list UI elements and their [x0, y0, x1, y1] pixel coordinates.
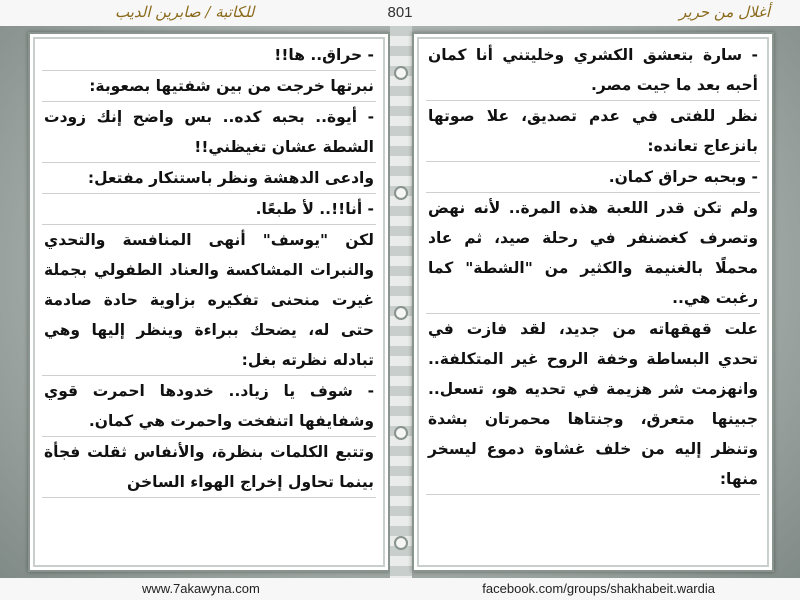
paragraph: وتتبع الكلمات بنظرة، والأنفاس ثقلت فجأة بينما تحاول إخراج الهواء الساخن	[42, 437, 376, 498]
paragraph: علت قهقهاته من جديد، لقد فازت في تحدي البساطة وخفة الروح غير المتكلفة.. وانهزمت شر هزيمة في تحديه هو، تسعل.. جبينها متعرق، وجنتاها محمرتان بشدة وتنظر إليه من خلف غشاوة دموع ليسخر منها:	[426, 314, 760, 495]
paragraph: - سارة بتعشق الكشري وخليتني أنا كمان أحبه بعد ما جيت مصر.	[426, 40, 760, 101]
paragraph: ولم تكن قدر اللعبة هذه المرة.. لأنه نهض وتصرف كغضنفر في رحلة صيد، ثم عاد محملًا بالغنيمة والكثير من "الشطة" كما رغبت هي..	[426, 193, 760, 314]
paragraph: - شوف يا زياد.. خدودها احمرت قوي وشفايفها اتنفخت واحمرت هي كمان.	[42, 376, 376, 437]
paragraph: - أيوة.. بحبه كده.. بس واضح إنك زودت الشطة عشان تغيظني!!	[42, 102, 376, 163]
binding-ring	[394, 536, 408, 550]
paragraph: نبرتها خرجت من بين شفتيها بصعوبة:	[42, 71, 376, 102]
binding-ring	[394, 426, 408, 440]
paragraph: وادعى الدهشة ونظر باستنكار مفتعل:	[42, 163, 376, 194]
paragraph: - أنا!!.. لأ طبعًا.	[42, 194, 376, 225]
paragraph: - حراق.. ها!!	[42, 40, 376, 71]
website-link[interactable]: www.7akawyna.com	[142, 581, 260, 596]
page-number: 801	[387, 4, 413, 21]
right-page	[412, 32, 774, 572]
binding-ring	[394, 306, 408, 320]
facebook-link[interactable]: facebook.com/groups/shakhabeit.wardia	[482, 581, 715, 596]
binding-ring	[394, 186, 408, 200]
header-bar	[0, 0, 800, 26]
binding-ring	[394, 66, 408, 80]
paragraph: نظر للفتى في عدم تصديق، علا صوتها بانزعاج تعانده:	[426, 101, 760, 162]
paragraph: لكن "يوسف" أنهى المنافسة والتحدي والنبرات المشاكسة والعناد الطفولي بجملة غيرت منحنى تفكيره بزاوية حادة صادمة حتى له، يضحك ببراءة وينظر إليها وهي تبادله نظرته بغل:	[42, 225, 376, 376]
left-page	[28, 32, 390, 572]
right-page-text	[426, 40, 760, 495]
author-name: للكاتبة / صابرين الديب	[115, 3, 255, 21]
book-title: أغلال من حرير	[679, 3, 770, 21]
paragraph: - وبحبه حراق كمان.	[426, 162, 760, 193]
left-page-text	[42, 40, 376, 498]
footer-bar	[0, 578, 800, 600]
book-spine	[390, 26, 412, 578]
